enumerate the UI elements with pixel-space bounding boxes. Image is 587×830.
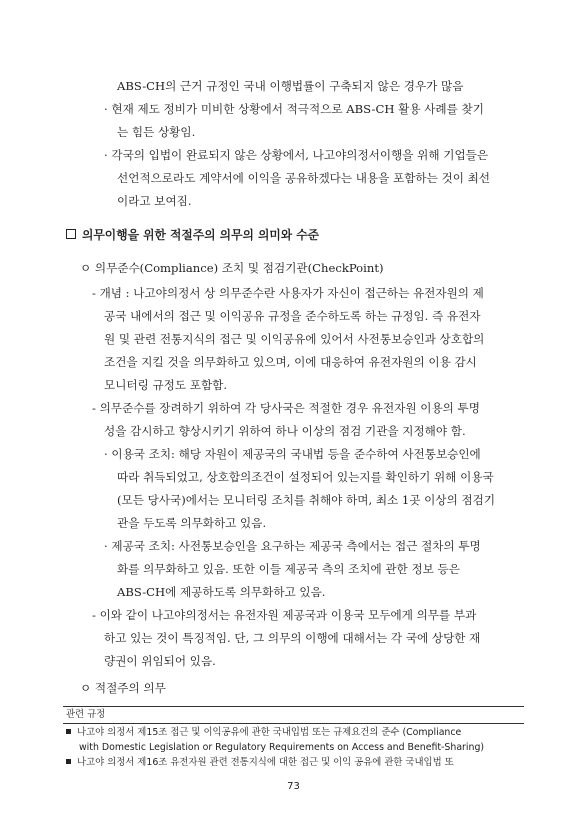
intro-line: · 각국의 입법이 완료되지 않은 상황에서, 나고야의정서이행을 위해 기업들은 bbox=[104, 148, 489, 162]
intro-line: · 현재 제도 정비가 미비한 상황에서 적극적으로 ABS-CH 활용 사례를 찾기 bbox=[104, 102, 484, 116]
square-bullet-icon bbox=[66, 759, 71, 764]
intro-line: 선언적으로라도 계약서에 이익을 공유하겠다는 내용을 포함하는 것이 최선 bbox=[117, 171, 490, 185]
content-line: 모니터링 규정도 포함함. bbox=[104, 378, 228, 392]
intro-line: ABS-CH의 근거 규정인 국내 이행법률이 구축되지 않은 경우가 많음 bbox=[117, 79, 464, 93]
reference-item bbox=[66, 756, 454, 769]
intro-line: 이라고 보여짐. bbox=[117, 194, 192, 208]
content-line: 성을 감시하고 향상시키기 위하여 하나 이상의 점검 기관을 지정해야 함. bbox=[104, 424, 466, 438]
section-heading bbox=[66, 227, 319, 243]
checkbox-square-icon bbox=[66, 229, 76, 239]
reference-item-text: 나고야 의정서 제16조 유전자원 관련 전통지식에 대한 접근 및 이익 공유에 관한 국내입법 또 bbox=[77, 757, 454, 768]
content-line: ABS-CH에 제공하도록 의무화하고 있음. bbox=[117, 585, 326, 599]
reference-item-continued: with Domestic Legislation or Regulatory Requirements on Access and Benefit-Sharing) bbox=[79, 742, 485, 753]
reference-item bbox=[66, 726, 461, 739]
content-line: 하고 있는 것이 특징적임. 단, 그 의무의 이행에 대해서는 각 국에 상당한 재 bbox=[104, 631, 481, 645]
content-line: · 이용국 조치: 해당 자원이 제공국의 국내법 등을 준수하여 사전통보승인에 bbox=[104, 447, 481, 461]
reference-heading: 관련 규정 bbox=[66, 709, 106, 720]
subheading-due-diligence: ㅇ 적절주의 의무 bbox=[80, 681, 166, 695]
content-line: 원 및 관련 전통지식의 접근 및 이익공유에 있어서 사전통보승인과 상호합의 bbox=[104, 332, 485, 346]
page-number: 73 bbox=[287, 781, 300, 792]
content-line: 조건을 지킬 것을 의무화하고 있으며, 이에 대응하여 유전자원의 이용 감시 bbox=[104, 355, 477, 369]
content-line: · 제공국 조치: 사전통보승인을 요구하는 제공국 측에서는 접근 절차의 투명 bbox=[104, 539, 481, 553]
content-line: - 개념 : 나고야의정서 상 의무준수란 사용자가 자신이 접근하는 유전자원의 제 bbox=[92, 286, 484, 300]
content-line: 량권이 위임되어 있음. bbox=[104, 654, 216, 668]
content-line: 공국 내에서의 접근 및 이익공유 규정을 준수하도록 하는 규정임. 즉 유전자 bbox=[104, 309, 481, 323]
content-line: 따라 취득되었고, 상호합의조건이 설정되어 있는지를 확인하기 위해 이용국 bbox=[117, 470, 494, 484]
square-bullet-icon bbox=[66, 729, 71, 734]
subheading-compliance: ㅇ 의무준수(Compliance) 조치 및 점검기관(CheckPoint) bbox=[80, 261, 384, 275]
section-title: 의무이행을 위한 적절주의 의무의 의미와 수준 bbox=[82, 228, 320, 242]
content-line: - 의무준수를 장려하기 위하여 각 당사국은 적절한 경우 유전자원 이용의 투명 bbox=[92, 401, 480, 415]
reference-item-text: 나고야 의정서 제15조 접근 및 이익공유에 관한 국내입법 또는 규제요건의 준수 (Compliance bbox=[77, 727, 462, 738]
content-line: 화를 의무화하고 있음. 또한 이들 제공국 측의 조치에 관한 정보 등은 bbox=[117, 562, 460, 576]
content-line: (모든 당사국)에서는 모니터링 조치를 취해야 하며, 최소 1곳 이상의 점검기 bbox=[117, 493, 496, 507]
reference-heading-rule bbox=[63, 723, 524, 724]
content-line: 관을 두도록 의무화하고 있음. bbox=[117, 516, 267, 530]
intro-line: 는 힘든 상황임. bbox=[117, 125, 196, 139]
content-line: - 이와 같이 나고야의정서는 유전자원 제공국과 이용국 모두에게 의무를 부과 bbox=[92, 608, 477, 622]
reference-top-rule bbox=[63, 706, 524, 707]
